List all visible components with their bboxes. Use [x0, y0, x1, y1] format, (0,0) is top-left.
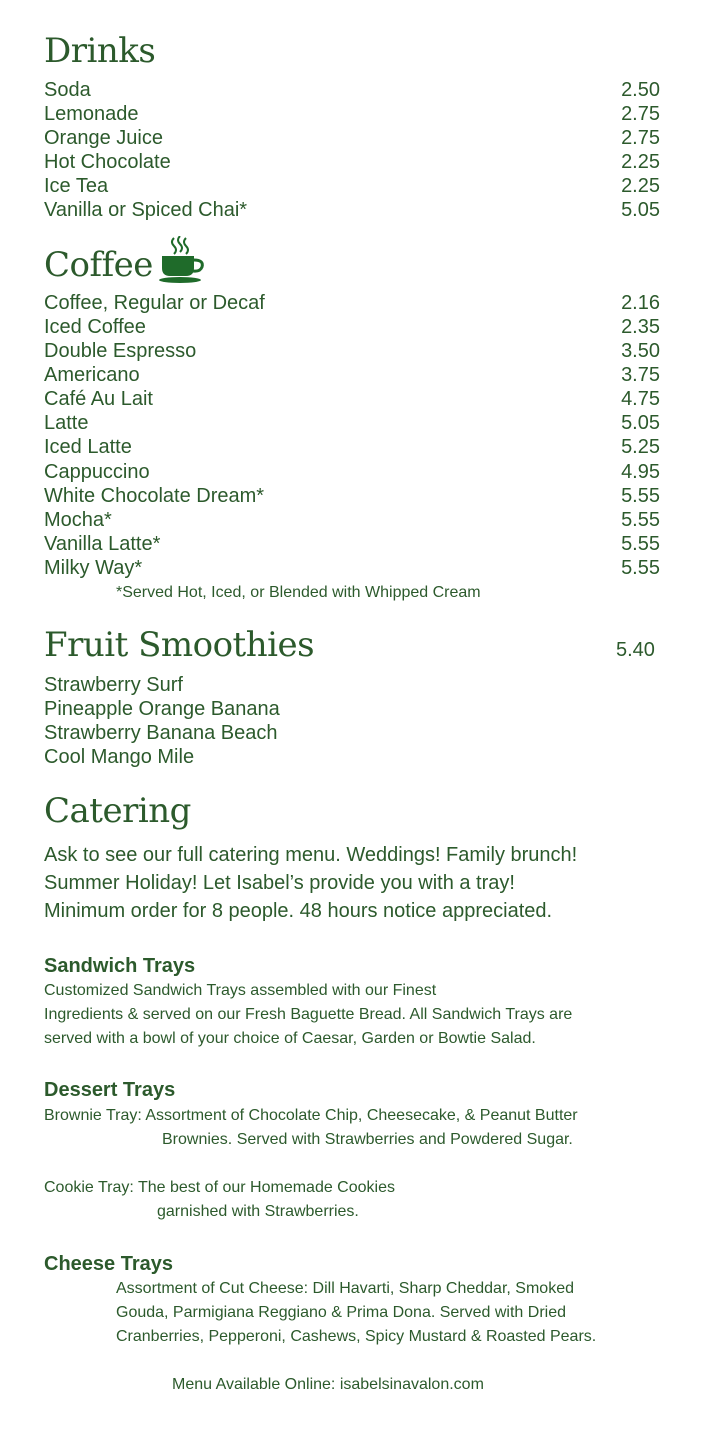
- cheese-line: Cranberries, Pepperoni, Cashews, Spicy Mustard & Roasted Pears.: [116, 1328, 597, 1345]
- menu-item: [44, 174, 660, 198]
- drinks-heading: Drinks: [44, 31, 156, 71]
- item-price: 2.35: [621, 316, 660, 338]
- item-name: Soda: [44, 79, 91, 101]
- item-price: 2.75: [621, 127, 660, 149]
- item-price: 5.55: [621, 509, 660, 531]
- sandwich-line: served with a bowl of your choice of Caesar, Garden or Bowtie Salad.: [44, 1030, 536, 1047]
- menu-item: [44, 315, 660, 339]
- cookie-line: garnished with Strawberries.: [157, 1203, 359, 1220]
- menu-item: [44, 339, 660, 363]
- menu-item: [44, 556, 660, 580]
- item-price: 5.05: [621, 199, 660, 221]
- item-name: Cappuccino: [44, 461, 150, 483]
- smoothie-item: Pineapple Orange Banana: [44, 698, 280, 720]
- smoothie-item: Strawberry Banana Beach: [44, 722, 278, 744]
- item-price: 2.25: [621, 151, 660, 173]
- smoothie-item: Strawberry Surf: [44, 674, 183, 696]
- menu-item: [44, 150, 660, 174]
- catering-heading: Catering: [44, 791, 191, 831]
- item-name: Ice Tea: [44, 175, 109, 197]
- cookie-line: Cookie Tray: The best of our Homemade Cookies: [44, 1179, 395, 1196]
- item-price: 2.75: [621, 103, 660, 125]
- item-price: 5.55: [621, 485, 660, 507]
- menu-item: [44, 508, 660, 532]
- coffee-heading: Coffee: [44, 245, 153, 285]
- dessert-trays-title: Dessert Trays: [44, 1079, 176, 1101]
- item-price: 3.50: [621, 340, 660, 362]
- menu-item: [44, 291, 660, 315]
- footer-website: Menu Available Online: isabelsinavalon.com: [172, 1376, 484, 1393]
- cheese-line: Gouda, Parmigiana Reggiano & Prima Dona. Served with Dried: [116, 1304, 567, 1321]
- menu-item: [44, 78, 660, 102]
- item-name: Iced Latte: [44, 436, 132, 458]
- item-price: 5.55: [621, 533, 660, 555]
- item-name: Café Au Lait: [44, 388, 153, 410]
- item-name: Orange Juice: [44, 127, 163, 149]
- item-name: Vanilla Latte*: [44, 533, 161, 555]
- menu-item: [44, 460, 660, 484]
- menu-item: [44, 198, 660, 222]
- menu-item: [44, 484, 660, 508]
- item-name: Americano: [44, 364, 140, 386]
- smoothies-price: 5.40: [616, 639, 655, 661]
- sandwich-trays-title: Sandwich Trays: [44, 955, 196, 977]
- item-name: Hot Chocolate: [44, 151, 171, 173]
- menu-item: [44, 387, 660, 411]
- item-price: 4.75: [621, 388, 660, 410]
- menu-item: [44, 363, 660, 387]
- sandwich-line: Customized Sandwich Trays assembled with our Finest: [44, 982, 437, 999]
- brownie-line: Brownie Tray: Assortment of Chocolate Chip, Cheesecake, & Peanut Butter: [44, 1107, 578, 1124]
- item-price: 3.75: [621, 364, 660, 386]
- item-name: Mocha*: [44, 509, 112, 531]
- menu-item: [44, 126, 660, 150]
- menu-item: [44, 532, 660, 556]
- smoothies-heading: Fruit Smoothies: [44, 625, 315, 665]
- item-price: 4.95: [621, 461, 660, 483]
- item-name: Milky Way*: [44, 557, 143, 579]
- coffee-note: *Served Hot, Iced, or Blended with Whipped Cream: [116, 584, 481, 601]
- item-price: 5.25: [621, 436, 660, 458]
- sandwich-line: Ingredients & served on our Fresh Baguette Bread. All Sandwich Trays are: [44, 1006, 573, 1023]
- menu-item: [44, 102, 660, 126]
- item-price: 5.55: [621, 557, 660, 579]
- cheese-trays-title: Cheese Trays: [44, 1253, 173, 1275]
- item-price: 2.50: [621, 79, 660, 101]
- menu-item: [44, 411, 660, 435]
- item-name: White Chocolate Dream*: [44, 485, 265, 507]
- item-name: Coffee, Regular or Decaf: [44, 292, 265, 314]
- catering-intro-line: Minimum order for 8 people. 48 hours notice appreciated.: [44, 900, 553, 922]
- item-name: Vanilla or Spiced Chai*: [44, 199, 248, 221]
- item-name: Double Espresso: [44, 340, 197, 362]
- item-name: Iced Coffee: [44, 316, 146, 338]
- item-price: 2.25: [621, 175, 660, 197]
- item-name: Lemonade: [44, 103, 139, 125]
- coffee-cup-icon: [158, 236, 208, 284]
- brownie-line: Brownies. Served with Strawberries and Powdered Sugar.: [162, 1131, 573, 1148]
- item-price: 2.16: [621, 292, 660, 314]
- catering-intro-line: Ask to see our full catering menu. Weddings! Family brunch!: [44, 844, 578, 866]
- item-name: Latte: [44, 412, 89, 434]
- cheese-line: Assortment of Cut Cheese: Dill Havarti, Sharp Cheddar, Smoked: [116, 1280, 574, 1297]
- menu-item: [44, 435, 660, 459]
- catering-intro-line: Summer Holiday! Let Isabel’s provide you with a tray!: [44, 872, 515, 894]
- item-price: 5.05: [621, 412, 660, 434]
- smoothie-item: Cool Mango Mile: [44, 746, 195, 768]
